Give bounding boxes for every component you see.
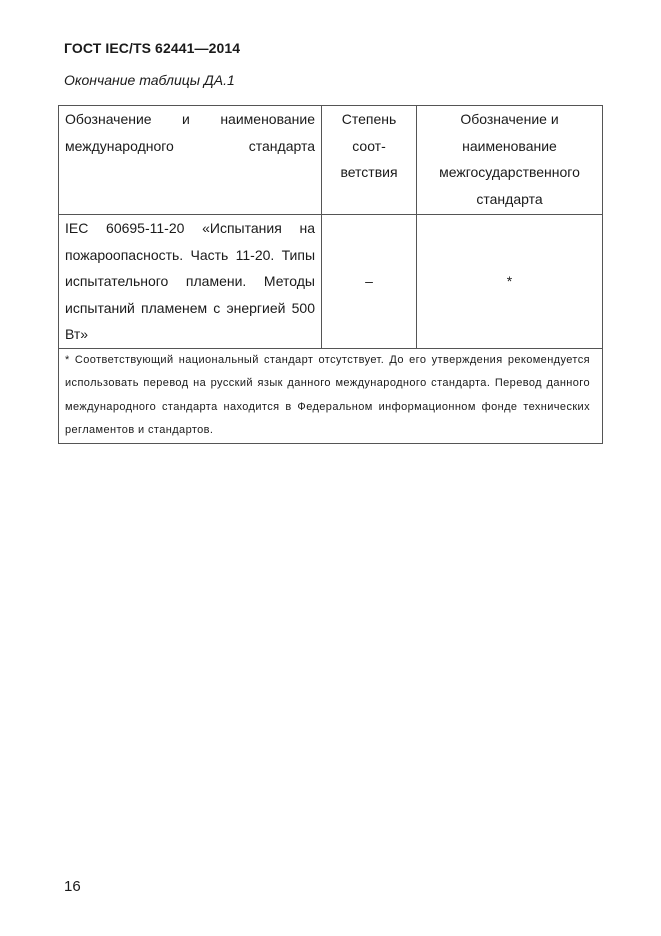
header-international-standard: Обозначение и наименование международного стандарта: [59, 106, 322, 215]
page-number: 16: [64, 878, 81, 895]
table-header-row: [59, 106, 603, 215]
table-footnote-row: [59, 348, 603, 443]
table-caption: Окончание таблицы ДА.1: [64, 72, 235, 88]
document-code: ГОСТ IEC/TS 62441—2014: [64, 40, 241, 56]
table-row: [59, 215, 603, 349]
cell-international-standard: IEC 60695-11-20 «Испытания на пожароопасность. Часть 11-20. Типы испытательного пламени. Методы испытаний пламенем с энергией 500 Вт»: [59, 215, 322, 349]
header-interstate-standard: Обозначение и наименование межгосударственного стандарта: [417, 106, 603, 215]
standards-table: [58, 105, 603, 444]
cell-degree-of-conformity: –: [322, 215, 417, 349]
cell-interstate-standard: *: [417, 215, 603, 349]
table-footnote: * Соответствующий национальный стандарт отсутствует. До его утверждения рекомендуется использовать перевод на русский язык данного международного стандарта. Перевод данного международного стандарта находится в Федеральном информационном фонде технических регламентов и стандартов.: [59, 348, 603, 443]
header-degree-of-conformity: Степень соот-ветствия: [322, 106, 417, 215]
